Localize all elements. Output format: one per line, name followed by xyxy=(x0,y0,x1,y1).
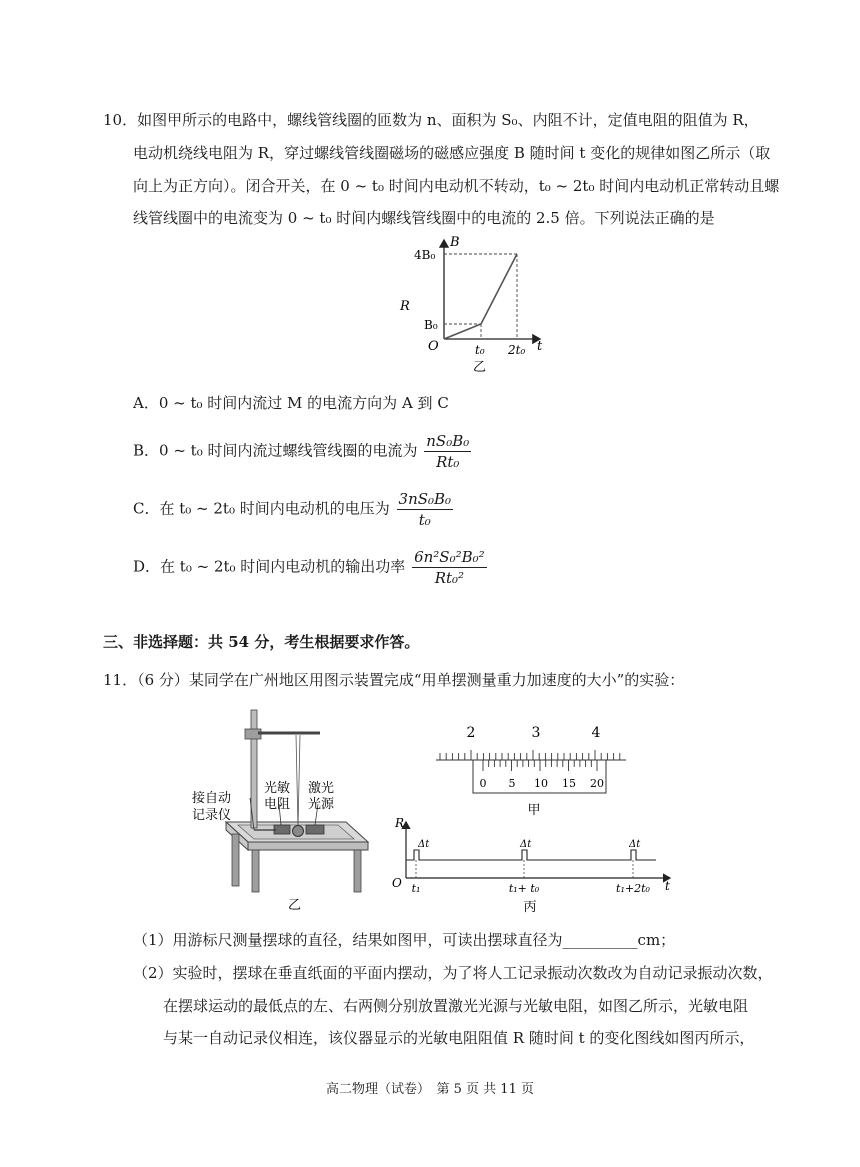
option-d xyxy=(133,548,487,587)
main-label-4: 4 xyxy=(591,725,601,741)
option-d-fraction xyxy=(412,548,487,587)
r-origin: O xyxy=(392,876,402,890)
page-footer: 高二物理（试卷） 第 5 页 共 11 页 xyxy=(326,1082,534,1097)
label-laser-2: 光源 xyxy=(308,797,335,812)
figure-yi-caption: 乙 xyxy=(288,898,302,913)
main-label-2: 2 xyxy=(466,725,476,741)
option-b-fraction xyxy=(424,432,471,471)
dt-label-3: Δt xyxy=(629,839,641,850)
option-b-text: B．0 ~ t₀ 时间内流过螺线管线圈的电流为 xyxy=(133,441,418,460)
q10-line3: 向上为正方向）。闭合开关，在 0 ~ t₀ 时间内电动机不转动，t₀ ~ 2t₀ 时间内电动机正常转动且螺 xyxy=(133,177,780,195)
option-c-denominator: t₀ xyxy=(418,511,431,529)
r-axis-label: R xyxy=(395,816,405,830)
vernier-caliper-figure xyxy=(430,718,630,818)
option-b xyxy=(133,432,471,471)
label-laser-1: 激光 xyxy=(308,781,335,796)
tick-b0: B₀ xyxy=(424,318,438,332)
option-d-text: D．在 t₀ ~ 2t₀ 时间内电动机的输出功率 xyxy=(133,557,406,576)
vernier-scale-ticks xyxy=(483,760,597,771)
tick-2t0: 2t₀ xyxy=(508,343,526,357)
label-recorder-1: 接自动 xyxy=(192,791,232,806)
t-axis-label: t xyxy=(665,879,670,893)
graph-y-label: B xyxy=(450,235,460,250)
graph-x-label: t xyxy=(537,339,543,354)
graph-caption: 乙 xyxy=(473,360,487,374)
option-b-denominator: Rt₀ xyxy=(436,453,460,471)
q11-part1: （1）用游标尺测量摆球的直径，结果如图甲，可读出摆球直径为__________cm； xyxy=(133,931,676,949)
figure-bing-caption: 丙 xyxy=(523,900,537,915)
figure-jia-caption: 甲 xyxy=(527,803,541,818)
label-photo-1: 光敏 xyxy=(264,781,291,796)
dt-label-2: Δt xyxy=(520,839,532,850)
b-curve xyxy=(444,254,517,339)
option-c-fraction xyxy=(397,490,454,529)
q11-part2-line1: （2）实验时，摆球在垂直纸面的平面内摆动，为了将人工记录振动次数改为自动记录振动次数， xyxy=(133,964,773,982)
vernier-label-10: 10 xyxy=(534,777,548,790)
resistance-signal xyxy=(406,850,656,860)
vernier-label-0: 0 xyxy=(479,777,487,790)
b-t-graph xyxy=(390,232,560,374)
q10-line2: 电动机绕线电阻为 R，穿过螺线管线圈磁场的磁感应强度 B 随时间 t 变化的规律如图乙所示（取 xyxy=(133,144,771,162)
label-recorder-2: 记录仪 xyxy=(192,808,232,823)
option-b-numerator: nS₀B₀ xyxy=(426,432,470,450)
graph-origin: O xyxy=(428,339,439,354)
option-c xyxy=(133,490,453,529)
tick-4b0: 4B₀ xyxy=(414,248,436,262)
option-a: A．0 ~ t₀ 时间内流过 M 的电流方向为 A 到 C xyxy=(133,394,449,412)
label-photo-2: 电阻 xyxy=(264,797,291,812)
main-scale-ticks xyxy=(440,750,620,760)
tick-t1: t₁ xyxy=(411,882,421,895)
option-d-numerator: 6n²S₀²B₀² xyxy=(414,548,485,566)
section-heading: 三、非选择题：共 54 分，考生根据要求作答。 xyxy=(103,633,420,651)
vernier-label-20: 20 xyxy=(590,777,604,790)
q11-part2-line2: 在摆球运动的最低点的左、右两侧分别放置激光光源与光敏电阻，如图乙所示，光敏电阻 xyxy=(163,997,749,1015)
dt-label-1: Δt xyxy=(418,839,430,850)
option-c-text: C．在 t₀ ~ 2t₀ 时间内电动机的电压为 xyxy=(133,499,390,518)
option-d-denominator: Rt₀² xyxy=(434,569,465,587)
graph-side-r: R xyxy=(400,299,410,314)
q10-line1: 10．如图甲所示的电路中，螺线管线圈的匝数为 n、面积为 S₀、内阻不计，定值电阻的阻值为 R， xyxy=(103,111,759,129)
pendulum-apparatus-figure xyxy=(188,702,390,914)
q11-intro: 11．（6 分）某同学在广州地区用图示装置完成“用单摆测量重力加速度的大小”的实验： xyxy=(103,671,685,689)
q10-line4: 线管线圈中的电流变为 0 ~ t₀ 时间内螺线管线圈中的电流的 2.5 倍。下列说法正确的是 xyxy=(133,209,715,227)
tick-t0: t₀ xyxy=(475,343,485,357)
vernier-label-15: 15 xyxy=(562,777,576,790)
vernier-label-5: 5 xyxy=(508,777,516,790)
r-t-graph xyxy=(388,816,676,916)
tick-t1-plus-t0: t₁+ t₀ xyxy=(508,882,540,895)
main-label-3: 3 xyxy=(531,725,541,741)
option-c-numerator: 3nS₀B₀ xyxy=(398,490,452,508)
tick-t1-plus-2t0: t₁+2t₀ xyxy=(616,882,650,895)
q11-part2-line3: 与某一自动记录仪相连，该仪器显示的光敏电阻阻值 R 随时间 t 的变化图线如图丙所示， xyxy=(163,1029,755,1047)
